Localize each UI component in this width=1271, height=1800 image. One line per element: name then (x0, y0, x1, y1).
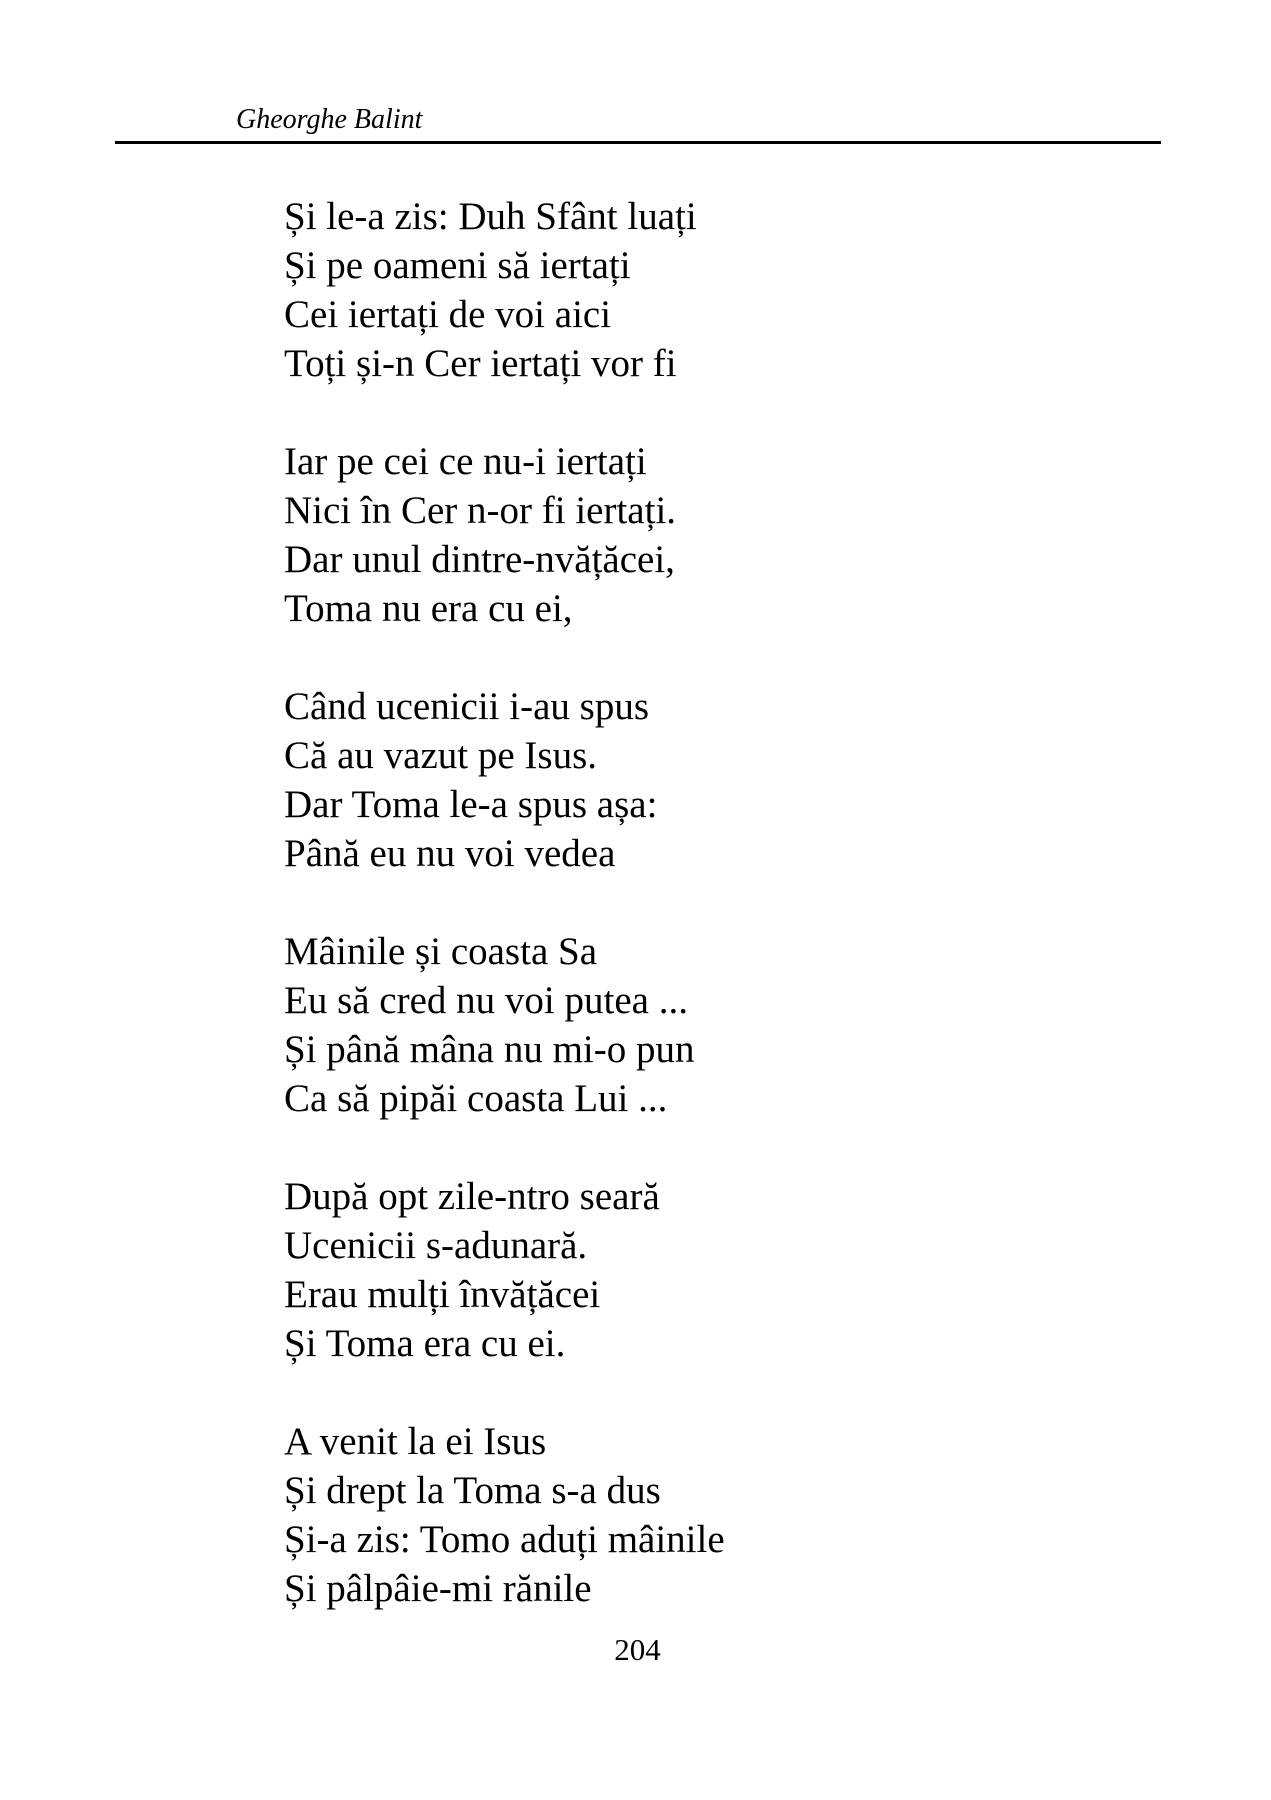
stanza (284, 1417, 725, 1613)
verse-line: Nici în Cer n-or fi iertați. (284, 489, 677, 532)
verse-line: Și pe oameni să iertați (284, 244, 631, 287)
verse-line: Și drept la Toma s-a dus (284, 1469, 661, 1512)
verse-line: Și le-a zis: Duh Sfânt luați (284, 195, 697, 238)
verse-line: Ucenicii s-adunară. (284, 1224, 588, 1267)
verse-line: Ca să pipăi coasta Lui ... (284, 1077, 668, 1120)
verse-line: Toma nu era cu ei, (284, 587, 573, 630)
verse-line: Dar unul dintre-nvățăcei, (284, 538, 675, 581)
running-header-author: Gheorghe Balint (236, 104, 423, 135)
verse-line: Eu să cred nu voi putea ... (284, 979, 688, 1022)
stanza (284, 927, 725, 1123)
stanza (284, 437, 725, 633)
verse-line: Și Toma era cu ei. (284, 1322, 566, 1365)
verse-line: Și-a zis: Tomo aduți mâinile (284, 1518, 725, 1561)
stanza (284, 682, 725, 878)
verse-line: Iar pe cei ce nu-i iertați (284, 440, 647, 483)
verse-line: Și pâlpâie-mi rănile (284, 1567, 592, 1610)
page-number: 204 (614, 1632, 661, 1667)
verse-line: Dar Toma le-a spus așa: (284, 783, 658, 826)
verse-line: Cei iertați de voi aici (284, 293, 612, 336)
verse-line: Și până mâna nu mi-o pun (284, 1028, 695, 1071)
verse-line: Când ucenicii i-au spus (284, 685, 649, 728)
verse-line: Toți și-n Cer iertați vor fi (284, 342, 677, 385)
verse-line: A venit la ei Isus (284, 1420, 547, 1463)
verse-line: Mâinile și coasta Sa (284, 930, 598, 973)
stanza (284, 192, 725, 388)
verse-line: Erau mulți învățăcei (284, 1273, 601, 1316)
poem-body (284, 192, 725, 1662)
verse-line: Până eu nu voi vedea (284, 832, 616, 875)
stanza (284, 1172, 725, 1368)
verse-line: Că au vazut pe Isus. (284, 734, 597, 777)
verse-line: După opt zile-ntro seară (284, 1175, 660, 1218)
header-rule (115, 141, 1161, 144)
